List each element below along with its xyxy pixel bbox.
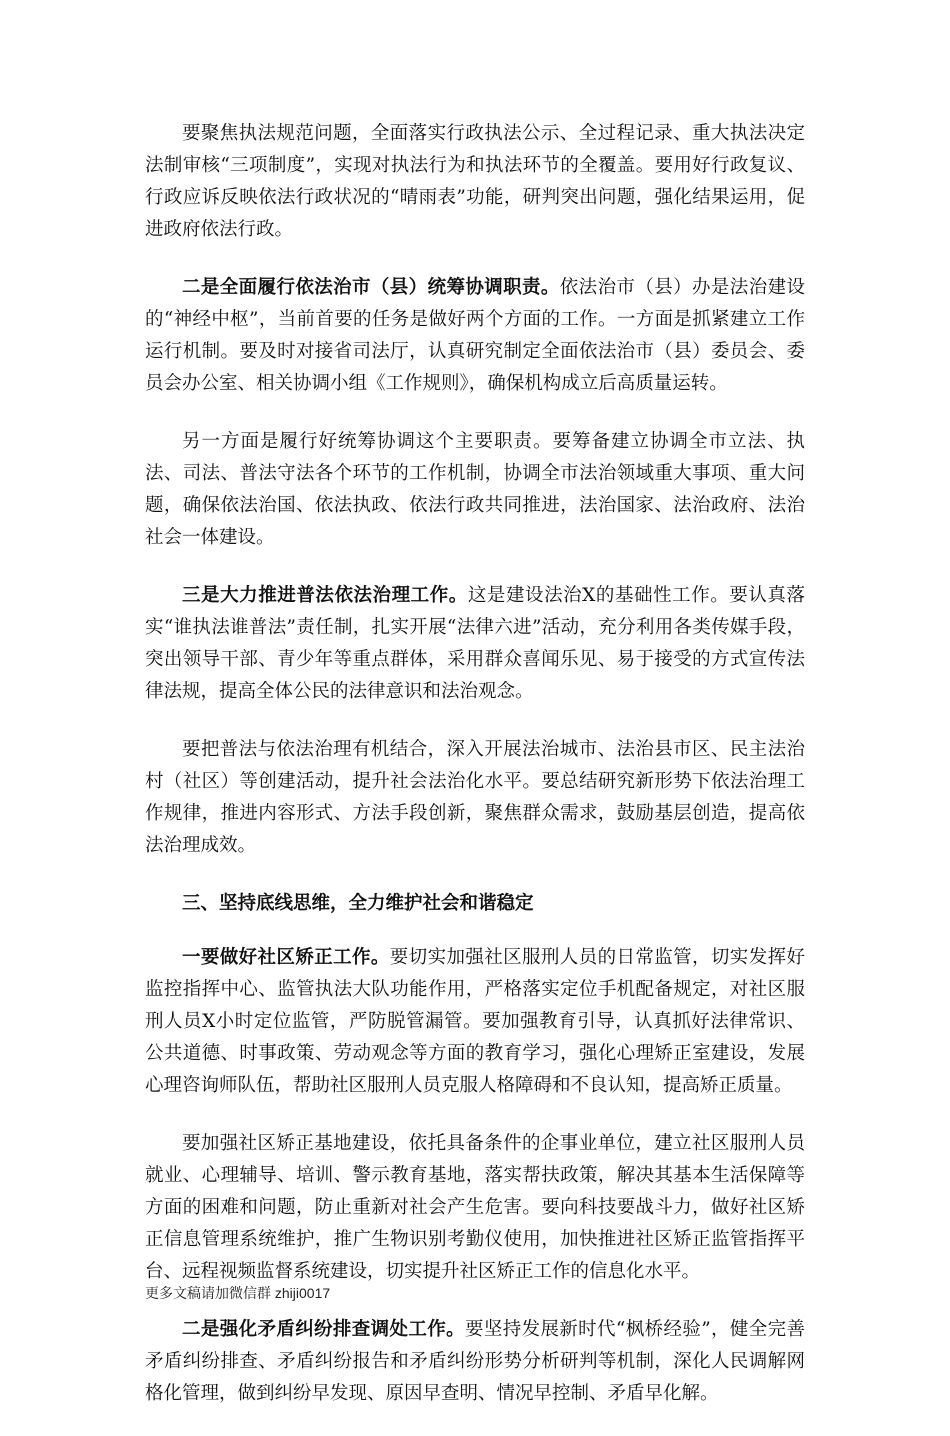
- paragraph: [145, 942, 805, 1102]
- paragraph: [145, 426, 805, 554]
- paragraph-lead: 一要做好社区矫正工作。: [182, 947, 390, 968]
- paragraph: [145, 1128, 805, 1288]
- paragraph: [145, 580, 805, 708]
- paragraph: [145, 272, 805, 400]
- paragraph-text: 要把普法与依法治理有机结合，深入开展法治城市、法治县市区、民主法治村（社区）等创建活动，提升社会法治化水平。要总结研究新形势下依法治理工作规律，推进内容形式、方法手段创新，聚焦群众需求，鼓励基层创造，提高依法治理成效。: [145, 739, 805, 856]
- footer-note: 更多文稿请加微信群 zhiji0017: [145, 1285, 331, 1301]
- paragraph-text: 要加强社区矫正基地建设，依托具备条件的企事业单位，建立社区服刑人员就业、心理辅导、培训、警示教育基地，落实帮扶政策，解决其基本生活保障等方面的困难和问题，防止重新对社会产生危害。要向科技要战斗力，做好社区矫正信息管理系统维护，推广生物识别考勤仪使用，加快推进社区矫正监管指挥平台、远程视频监督系统建设，切实提升社区矫正工作的信息化水平。: [145, 1133, 805, 1282]
- paragraph-text: 依法治市（县）办是法治建设的“神经中枢”，当前首要的任务是做好两个方面的工作。一方面是抓紧建立工作运行机制。要及时对接省司法厅，认真研究制定全面依法治市（县）委员会、委员会办公室、相关协调小组《工作规则》，确保机构成立后高质量运转。: [145, 277, 805, 394]
- paragraph-lead: 三是大力推进普法依法治理工作。: [182, 585, 468, 606]
- paragraph-lead: 二是强化矛盾纠纷排查调处工作。: [182, 1319, 465, 1340]
- paragraph: [145, 118, 805, 246]
- paragraph-lead: 二是全面履行依法治市（县）统筹协调职责。: [182, 277, 560, 298]
- section-heading: 三、坚持底线思维，全力维护社会和谐稳定: [182, 893, 534, 914]
- paragraph: [145, 1314, 805, 1410]
- paragraph-text: 要聚焦执法规范问题，全面落实行政执法公示、全过程记录、重大执法决定法制审核“三项制度”，实现对执法行为和执法环节的全覆盖。要用好行政复议、行政应诉反映依法行政状况的“晴雨表”功能，研判突出问题，强化结果运用，促进政府依法行政。: [145, 123, 805, 240]
- paragraph-text: 要切实加强社区服刑人员的日常监管，切实发挥好监控指挥中心、监管执法大队功能作用，严格落实定位手机配备规定，对社区服刑人员X小时定位监管，严防脱管漏管。要加强教育引导，认真抓好法律常识、公共道德、时事政策、劳动观念等方面的教育学习，强化心理矫正室建设，发展心理咨询师队伍，帮助社区服刑人员克服人格障碍和不良认知，提高矫正质量。: [145, 947, 805, 1096]
- paragraph: [145, 734, 805, 862]
- document-body: [145, 118, 805, 1436]
- paragraph-text: 这是建设法治X的基础性工作。要认真落实“谁执法谁普法”责任制，扎实开展“法律六进”活动，充分利用各类传媒手段，突出领导干部、青少年等重点群体，采用群众喜闻乐见、易于接受的方式宣传法律法规，提高全体公民的法律意识和法治观念。: [145, 585, 805, 702]
- paragraph-text: 另一方面是履行好统筹协调这个主要职责。要筹备建立协调全市立法、执法、司法、普法守法各个环节的工作机制，协调全市法治领域重大事项、重大问题，确保依法治国、依法执政、依法行政共同推进，法治国家、法治政府、法治社会一体建设。: [145, 431, 805, 548]
- paragraph-text: 要坚持发展新时代“枫桥经验”，健全完善矛盾纠纷排查、矛盾纠纷报告和矛盾纠纷形势分析研判等机制，深化人民调解网格化管理，做到纠纷早发现、原因早查明、情况早控制、矛盾早化解。: [145, 1319, 805, 1404]
